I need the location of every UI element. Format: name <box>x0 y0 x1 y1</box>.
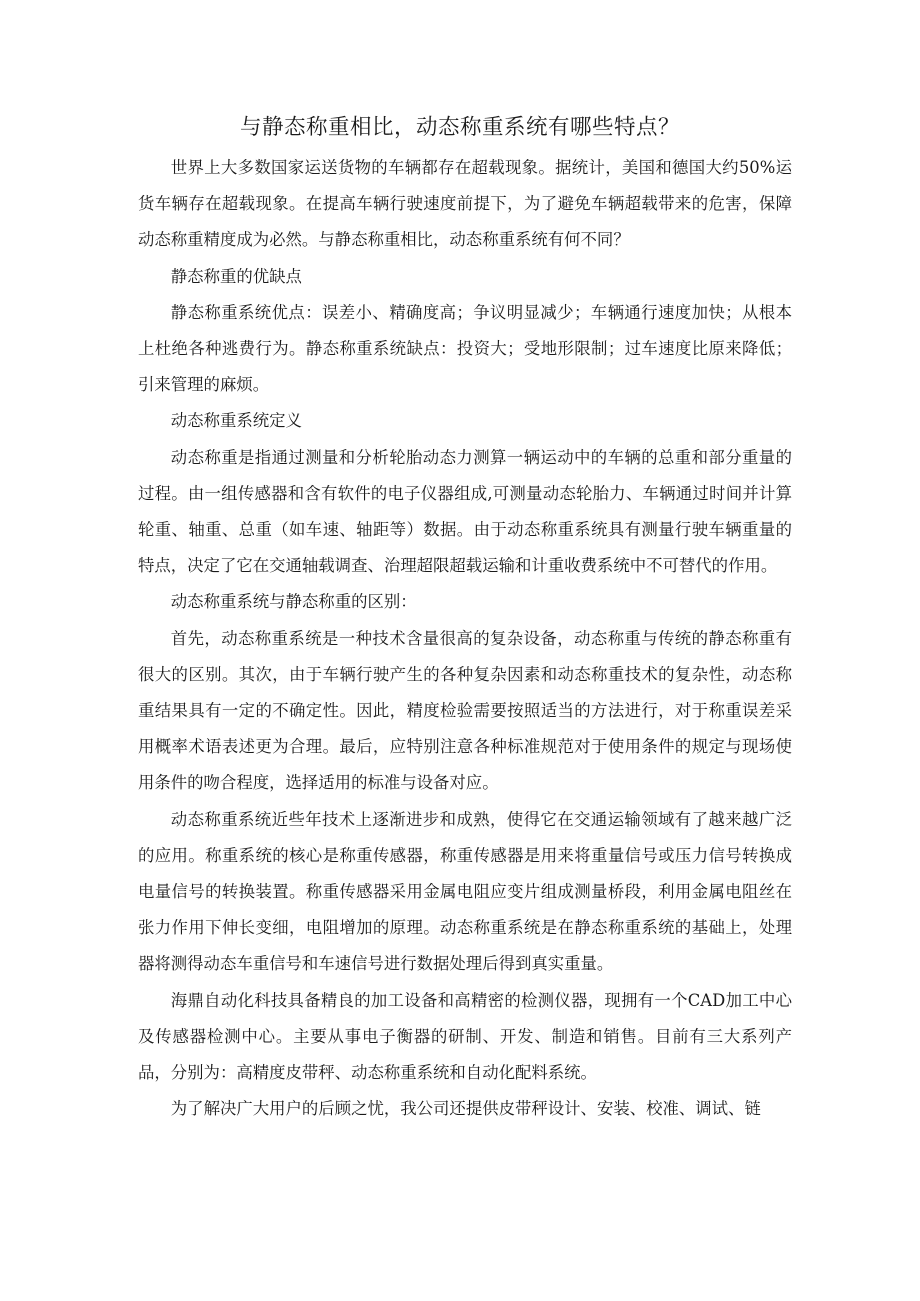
paragraph-differences: 首先，动态称重系统是一种技术含量很高的复杂设备，动态称重与传统的静态称重有很大的区别。其次，由于车辆行驶产生的各种复杂因素和动态称重技术的复杂性，动态称重结果具有一定的不确定性。因此，精度检验需要按照适当的方法进行，对于称重误差采用概率术语表述更为合理。最后，应特别注意各种标准规范对于使用条件的规定与现场使用条件的吻合程度，选择适用的标准与设备对应。 <box>138 628 792 793</box>
paragraph-dynamic-definition: 动态称重是指通过测量和分析轮胎动态力测算一辆运动中的车辆的总重和部分重量的过程。由一组传感器和含有软件的电子仪器组成,可测量动态轮胎力、车辆通过时间并计算轮重、轴重、总重（如车速、轴距等）数据。由于动态称重系统具有测量行驶车辆重量的特点，决定了它在交通轴载调查、治理超限超载运输和计重收费系统中不可替代的作用。 <box>138 447 792 576</box>
document-title: 与静态称重相比，动态称重系统有哪些特点？ <box>239 115 680 140</box>
paragraph-intro: 世界上大多数国家运送货物的车辆都存在超载现象。据统计，美国和德国大约50%运货车辆存在超载现象。在提高车辆行驶速度前提下，为了避免车辆超载带来的危害，保障动态称重精度成为必然。与静态称重相比，动态称重系统有何不同？ <box>138 158 792 250</box>
section-heading-static-pros-cons: 静态称重的优缺点 <box>170 266 302 286</box>
paragraph-services: 为了解决广大用户的后顾之忧，我公司还提供皮带秤设计、安装、校准、调试、链 <box>170 1099 761 1119</box>
section-heading-differences: 动态称重系统与静态称重的区别： <box>170 592 417 612</box>
paragraph-technology: 动态称重系统近些年技术上逐渐进步和成熟，使得它在交通运输领域有了越来越广泛的应用。称重系统的核心是称重传感器，称重传感器是用来将重量信号或压力信号转换成电量信号的转换装置。称重传感器采用金属电阻应变片组成测量桥段，利用金属电阻丝在张力作用下伸长变细，电阻增加的原理。动态称重系统是在静态称重系统的基础上，处理器将测得动态车重信号和车速信号进行数据处理后得到真实重量。 <box>138 809 792 974</box>
document-body <box>138 150 792 1127</box>
paragraph-company: 海鼎自动化科技具备精良的加工设备和高精密的检测仪器，现拥有一个CAD加工中心及传感器检测中心。主要从事电子衡器的研制、开发、制造和销售。目前有三大系列产品，分别为：高精度皮带秤、动态称重系统和自动化配料系统。 <box>138 990 792 1083</box>
paragraph-static-pros-cons: 静态称重系统优点：误差小、精确度高；争议明显减少；车辆通行速度加快；从根本上杜绝各种逃费行为。静态称重系统缺点：投资大；受地形限制；过车速度比原来降低；引来管理的麻烦。 <box>138 302 792 395</box>
section-heading-dynamic-definition: 动态称重系统定义 <box>170 411 302 431</box>
